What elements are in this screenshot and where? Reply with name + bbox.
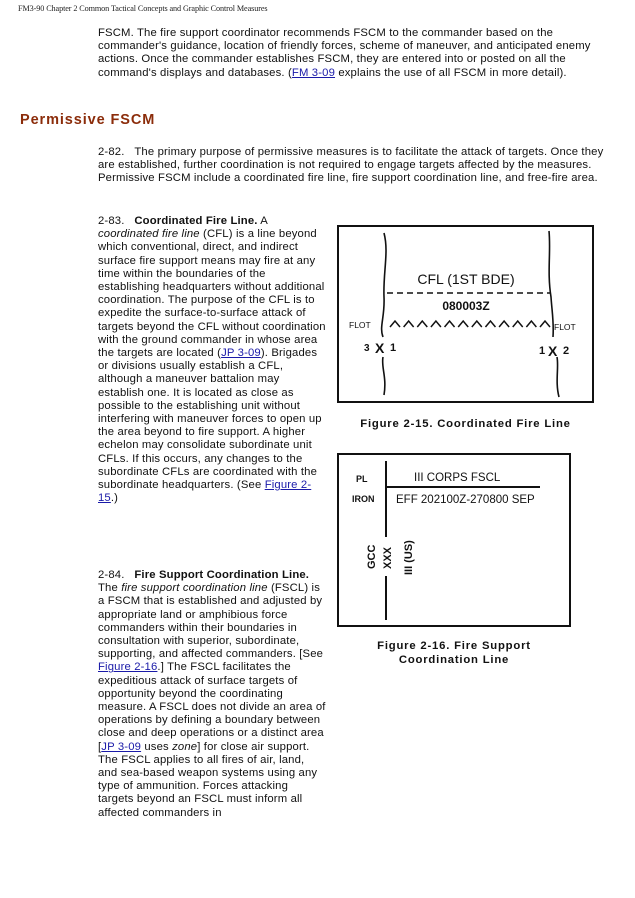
link-fm-3-09[interactable]: FM 3-09 <box>291 66 336 79</box>
link-figure-2-16[interactable]: Figure 2-16 <box>98 661 158 674</box>
flot-chevron <box>431 321 441 327</box>
paragraph-lead: A <box>260 215 268 227</box>
paragraph-text: .] The FSCL facilitates the expeditious attack of surface targets of opportunity beyond the coordinating measure. A FSCL does not divide an area of operations by defining a boundary between close and deep operations or a distinct area [ <box>98 661 326 753</box>
paragraph-title: Fire Support Coordination Line. <box>134 569 310 581</box>
intro-text-2: explains the use of all FSCM in more detail). <box>335 66 567 79</box>
right-boundary-line <box>549 231 553 337</box>
paragraph-text: .) <box>110 492 119 505</box>
flot-chevron <box>485 321 495 327</box>
figure-2-16-caption-line-1: Figure 2-16. Fire Support <box>377 640 531 652</box>
running-header: FM3-90 Chapter 2 Common Tactical Concepts and Graphic Control Measures <box>18 4 268 13</box>
flot-chevron <box>540 321 550 327</box>
echelon-label: XXX <box>382 546 394 569</box>
effective-time: EFF 202100Z-270800 SEP <box>396 494 535 506</box>
paragraph-number: 2-84. <box>98 569 125 581</box>
left-unit-post: 1 <box>390 342 397 354</box>
figure-2-16-caption-line-2: Coordination Line <box>398 654 510 666</box>
right-boundary-line-lower <box>557 357 559 397</box>
defined-term: fire support coordination line <box>121 582 268 595</box>
pl-label: PL <box>356 474 368 484</box>
paragraph-title: Coordinated Fire Line. <box>134 215 258 227</box>
flot-chevron <box>513 321 523 327</box>
fscl-label: III CORPS FSCL <box>414 472 501 484</box>
gcc-label: GCC <box>366 544 378 569</box>
flot-chevron <box>499 321 509 327</box>
flot-chevron <box>472 321 482 327</box>
paragraph-number: 2-82. <box>98 146 125 158</box>
flot-label-right: FLOT <box>554 322 576 332</box>
paragraph-2-84 <box>98 569 326 820</box>
cfl-diagram <box>339 227 592 401</box>
flot-chevron <box>445 321 455 327</box>
paragraph-2-82 <box>98 146 610 186</box>
paragraph-number: 2-83. <box>98 215 125 227</box>
right-unit-echelon: X <box>548 343 558 359</box>
link-jp-3-09[interactable]: JP 3-09 <box>101 740 142 753</box>
paragraph-text: (FSCL) is a FSCM that is established and adjusted by appropriate land or amphibious force commanders within their boundaries in consultation with superior, subordinate, supporting, and affected commanders. [See <box>98 582 324 661</box>
figure-2-15-caption: Figure 2-15. Coordinated Fire Line <box>360 418 571 430</box>
fscl-diagram <box>339 455 569 625</box>
cfl-dtg: 080003Z <box>442 299 490 313</box>
defined-term: coordinated fire line <box>98 228 200 241</box>
paragraph-text: ). Brigades or divisions usually establish a CFL, although a maneuver battalion may establish one. It is located as close as possible to the establishing unit without interfering with maneuver forces to open up the area beyond to fire support. A higher echelon may consolidate subordinate unit CFLs. If this occurs, any changes to the subordinate CFLs are coordinated with the subordinate headquarters. (See <box>98 347 322 492</box>
link-figure-2-15[interactable]: Figure 2-15 <box>98 479 312 505</box>
flot-label-left: FLOT <box>349 320 371 330</box>
flot-marks <box>390 321 550 327</box>
left-boundary-line-lower <box>383 357 385 395</box>
paragraph-2-83 <box>98 215 326 505</box>
left-unit-pre: 3 <box>364 343 370 354</box>
section-heading: Permissive FSCM <box>20 112 156 128</box>
figure-2-16 <box>337 453 571 627</box>
left-unit-boundary-symbol <box>364 340 396 356</box>
flot-chevron <box>526 321 536 327</box>
paragraph-text: (CFL) is a line beyond which conventional, direct, and indirect surface fire support means may fire at any time within the boundaries of the establishing headquarters without additional coordination. The purpose of the CFL is to expedite the surface-to-surface attack of targets beyond the CFL without coordination with the ground commander in whose area the targets are located ( <box>98 228 326 360</box>
right-unit-pre: 1 <box>539 345 546 357</box>
figure-2-15 <box>337 225 594 403</box>
defined-term: zone <box>172 740 198 753</box>
unit-label: III (US) <box>403 540 415 575</box>
link-jp-3-09[interactable]: JP 3-09 <box>221 347 261 360</box>
cfl-label: CFL (1ST BDE) <box>417 271 515 287</box>
left-unit-echelon: X <box>375 340 385 356</box>
paragraph-text: ] for close air support. The FSCL applies to all fires of air, land, and sea-based weapon systems using any type of ammunition. Forces attacking targets beyond an FSCL must inform all affected commanders in <box>98 740 318 819</box>
flot-chevron <box>417 321 427 327</box>
right-unit-post: 2 <box>563 345 570 357</box>
figure-2-16-caption <box>337 639 571 667</box>
intro-paragraph <box>98 27 610 80</box>
paragraph-text: The primary purpose of permissive measures is to facilitate the attack of targets. Once they are established, further coordination is not required to engage targets affected by the measures. Permissive FSCM include a coordinated fire line, fire support coordination line, and free-fire area. <box>98 146 604 185</box>
flot-chevron <box>404 321 414 327</box>
paragraph-lead: The <box>98 582 118 595</box>
flot-chevron <box>458 321 468 327</box>
right-unit-boundary-symbol <box>539 343 569 359</box>
left-boundary-line <box>382 233 386 337</box>
iron-label: IRON <box>352 494 375 504</box>
intro-text-1: FSCM. The fire support coordinator recommends FSCM to the commander based on the commander's guidance, location of friendly forces, scheme of maneuver, and anticipated enemy actions. Once the commander establishes FSCM, they are entered into or posted on all the command's displays and databases. ( <box>98 27 591 79</box>
flot-chevron <box>390 321 400 327</box>
paragraph-text: uses <box>141 740 173 753</box>
